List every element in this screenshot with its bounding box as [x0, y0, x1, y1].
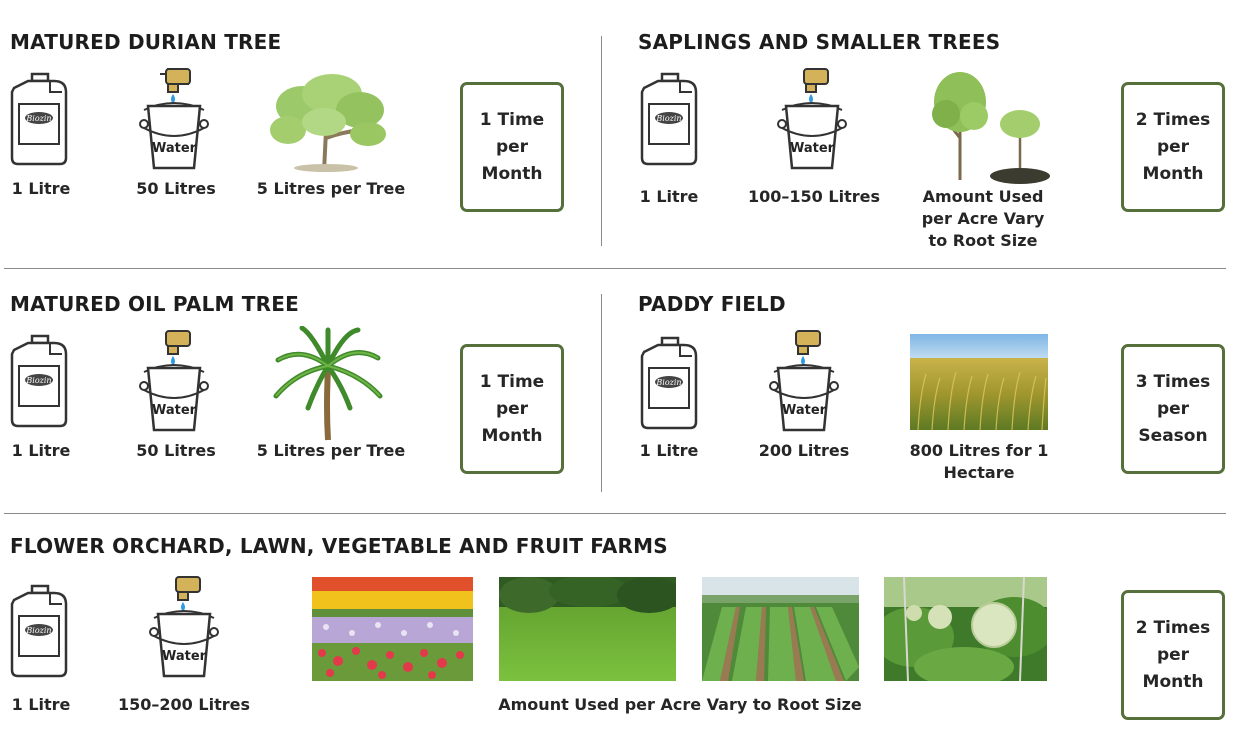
bucket-water-text: Water: [151, 141, 197, 156]
jug-logo-text: Biozin: [26, 376, 52, 385]
durian-tree-icon: [268, 72, 388, 172]
durian-water-label: 50 Litres: [136, 179, 216, 198]
jug-logo-text: Biozin: [656, 378, 682, 387]
jug-logo-text: Biozin: [656, 114, 682, 123]
saplings-title: SAPLINGS AND SMALLER TREES: [638, 30, 1001, 54]
water-bucket-icon: [138, 328, 210, 434]
paddy-water-label: 200 Litres: [758, 441, 850, 460]
saplings-water-label: 100–150 Litres: [748, 187, 880, 206]
oil-palm-frequency-box: 1 Time per Month: [460, 344, 564, 474]
bucket-water-text: Water: [789, 141, 835, 156]
paddy-field-photo: [910, 334, 1048, 430]
farms-water-label: 150–200 Litres: [118, 695, 250, 714]
saplings-usage-label: Amount Used per Acre Vary to Root Size: [921, 187, 1045, 250]
lawn-photo: [499, 577, 676, 681]
paddy-product-label: 1 Litre: [639, 441, 699, 460]
durian-frequency-box: 1 Time per Month: [460, 82, 564, 212]
divider-horizontal-2: [4, 513, 1226, 514]
melon-farm-photo: [884, 577, 1047, 681]
jug-icon: [638, 70, 702, 166]
jug-icon: [8, 332, 72, 428]
divider-vertical-top: [601, 36, 602, 246]
farms-usage-label: Amount Used per Acre Vary to Root Size: [498, 695, 862, 714]
durian-title: MATURED DURIAN TREE: [10, 30, 282, 54]
divider-vertical-middle: [601, 294, 602, 492]
water-bucket-icon: [768, 328, 840, 434]
saplings-product-label: 1 Litre: [639, 187, 699, 206]
farms-frequency-box: 2 Times per Month: [1121, 590, 1225, 720]
durian-usage-label: 5 Litres per Tree: [256, 179, 406, 198]
vegetable-farm-photo: [702, 577, 859, 681]
jug-icon: [8, 582, 72, 678]
farms-product-label: 1 Litre: [11, 695, 71, 714]
water-bucket-icon: [148, 574, 220, 680]
oil-palm-tree-icon: [272, 326, 384, 442]
flower-field-photo: [312, 577, 473, 681]
paddy-usage-label: 800 Litres for 1 Hectare: [909, 441, 1049, 482]
jug-logo-text: Biozin: [26, 626, 52, 635]
oil-palm-product-label: 1 Litre: [11, 441, 71, 460]
divider-horizontal-1: [4, 268, 1226, 269]
oil-palm-title: MATURED OIL PALM TREE: [10, 292, 299, 316]
sapling-trees-icon: [916, 68, 1056, 186]
water-bucket-icon: [776, 66, 848, 172]
jug-icon: [8, 70, 72, 166]
water-bucket-icon: [138, 66, 210, 172]
durian-product-label: 1 Litre: [11, 179, 71, 198]
paddy-frequency-box: 3 Times per Season: [1121, 344, 1225, 474]
bucket-water-text: Water: [781, 403, 827, 418]
jug-icon: [638, 334, 702, 430]
jug-logo-text: Biozin: [26, 114, 52, 123]
paddy-title: PADDY FIELD: [638, 292, 786, 316]
oil-palm-water-label: 50 Litres: [136, 441, 216, 460]
farms-title: FLOWER ORCHARD, LAWN, VEGETABLE AND FRUIT FARMS: [10, 534, 668, 558]
saplings-frequency-box: 2 Times per Month: [1121, 82, 1225, 212]
bucket-water-text: Water: [151, 403, 197, 418]
oil-palm-usage-label: 5 Litres per Tree: [256, 441, 406, 460]
bucket-water-text: Water: [161, 649, 207, 664]
